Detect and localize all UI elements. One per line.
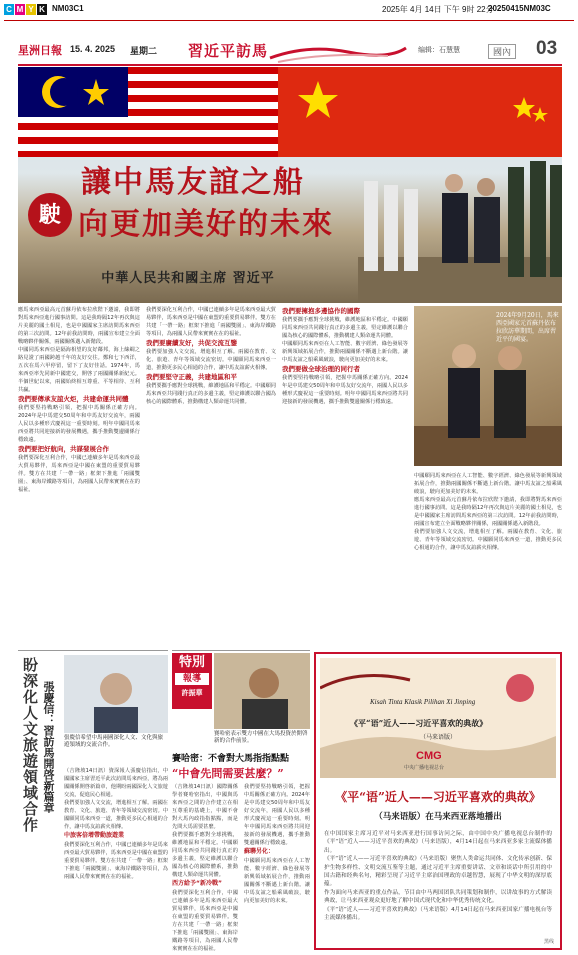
article-subhead: 我們要做全球治理的同行者 (282, 365, 360, 373)
article-paragraph: 我們要堅持戰略引領，把握中馬關係正確方向。2024年是中馬建交50周年和中馬友好交流年，兩國人民以多種形式慶祝這一重要時刻。明年中國同馬來西亞將共同迎接新的發展機遇，攜手推動雙邊關係行穩致遠。 (282, 375, 408, 405)
cmg-source: 黑线 (543, 939, 554, 945)
lead-article (18, 306, 562, 646)
print-info-strip (4, 4, 574, 18)
person-portrait-icon (214, 653, 310, 729)
tag-report: 報導 (175, 673, 209, 685)
special-report-tag (172, 653, 212, 709)
lead-photo (18, 67, 562, 303)
article-paragraph: 中國願同馬來西亞在人工智能、數字經濟、綠色發展等新興領域拓展合作，推動兩國關係不斷邁上新台階。讓中馬友誼之船乘風破浪，駛向更加美好的未來。 (414, 473, 562, 495)
issue-datetime: 2025年 4月 14日 下午 9时 22分 (382, 5, 494, 14)
cmg-paragraph: 在中国国家主席习近平对马来西亚进行国事访问之际，由中国中央广播电视总台制作的《平“语”近人——习近平喜欢的典故》（马来语版），4月14日起在马来西亚多家主流媒体播出。 (324, 831, 552, 854)
file-code: 20250415NM03C (488, 4, 551, 13)
article-paragraph: 我們要攜手應對全球挑戰，維護地區和平穩定。中國願同馬來西亞共同踐行真正的多邊主義，堅定維護以聯合國為核心的國際體系，推動構建人類命運共同體。 (282, 317, 408, 339)
saiham-paragraph: （吉隆坡14日訊）國際關係學者賽哈密指出，中國與馬來西亞之間的合作建立在相互尊重的基礎上，中國不會對大馬內政指指點點，而是先問大馬需要甚麼。 (172, 784, 238, 830)
story-zhang-kicker: 盼深化人文旅遊領域合作 (21, 657, 39, 833)
section-tag: 國內 (488, 44, 516, 59)
saiham-paragraph: 我們要深化互利合作，中國已連續多年是馬來西亞最大貿易夥伴，馬來西亞是中國在東盟的重要貿易夥伴。雙方在共建「一帶一路」框架下推進「兩國雙園」、東海岸鐵路等項目，為兩國人民帶來實實在在的福祉。 (172, 890, 238, 951)
banner-malay-title: Kisah Tinta Klasik Pilihan Xi Jinping (370, 698, 476, 706)
saiham-portrait (214, 653, 310, 729)
page-weekday: 星期二 (130, 47, 158, 57)
page-header (18, 40, 562, 66)
article-paragraph: 中國同馬來西亞是隔海相望的友好鄰邦，海上絲綢之路見證了兩國跨越千年的友好交往。鄭和七下西洋，五次在馬六甲停留，留下了友好佳話。1974年，馬來西亞率先同新中國建交，開啓了兩國關係新紀元。半個世紀以來，兩國始終相互尊重、平等相待、互利共贏。 (18, 347, 140, 393)
article-column-2 (146, 306, 276, 644)
saiham-paragraph: 我們要堅持戰略引領，把握中馬關係正確方向。2024年是中馬建交50周年和中馬友好交流年，兩國人民以多種形式慶祝這一重要時刻。明年中國同馬來西亞將共同迎接新的發展機遇，攜手推動雙邊關係行穩致遠。 (244, 784, 310, 846)
malaysia-flag-icon (18, 67, 288, 157)
saiham-title: 賽哈密：不會對大馬指指點點 (172, 754, 290, 764)
photo-caption: 2024年9月20日，馬來西亞國家元首蘇丹依布拉欣訪華期間，出席習近平的國宴。 (496, 312, 559, 343)
banner-book-sub: （马来语版） (420, 734, 457, 741)
honor-guard-figures (358, 147, 562, 303)
headline-line2 (78, 199, 334, 243)
article-paragraph: 我們要深化互利合作，中國已連續多年是馬來西亞最大貿易夥伴，馬來西亞是中國在東盟的重要貿易夥伴。雙方在共建「一帶一路」框架下推進「兩國雙園」、東海岸鐵路等項目，為兩國人民帶來實實在在的福祉。 (146, 307, 276, 337)
cmyk-m: M (16, 5, 24, 14)
article-subhead: 我們要堅守正義，共建地區和平 (146, 373, 237, 381)
cmg-logo-sub: 中央广播电视总台 (404, 765, 445, 771)
saiham-paragraph: 中國願同馬來西亞在人工智能、數字經濟、綠色發展等新興領域拓展合作，推動兩國關係不斷邁上新台階。讓中馬友誼之船乘風破浪，駛向更加美好的未來。 (244, 858, 310, 904)
zhang-paragraph: （吉隆坡14日訊）資深報人張慶信指出，中國國家主席習近平此次訪問馬來西亞，將為兩國關係開啓新篇章，他期盼兩國深化人文旅遊交流，促進民心相通。 (64, 768, 168, 798)
article-paragraph: 我們要加強人文交流，增進相互了解。兩國在教育、文化、旅遊、青年等領域交流密切。中國願同馬來西亞一道，推動更多民心相通的合作，讓中馬友誼薪火相傳。 (414, 529, 562, 551)
zhang-body (64, 767, 168, 951)
article-subhead: 我們要傳承友誼火炬，共建命運共同體 (18, 395, 129, 403)
article-paragraph: 我們要攜手應對全球挑戰，維護地區和平穩定。中國願同馬來西亞共同踐行真正的多邊主義，堅定維護以聯合國為核心的國際體系，推動構建人類命運共同體。 (146, 383, 276, 405)
cmg-program-box (314, 652, 562, 950)
plate-code: NM03C1 (52, 4, 84, 13)
headline-line2-text: 更加美好的未來 (110, 207, 334, 242)
china-flag-icon (278, 67, 562, 157)
article-byline: 中華人民共和國主席 習近平 (101, 271, 275, 286)
program-banner (320, 658, 556, 778)
saiham-column-2 (244, 783, 310, 951)
person-portrait-icon (64, 655, 168, 733)
page-date: 15. 4. 2025 (70, 44, 116, 54)
article-paragraph: 我們要深化互利合作，中國已連續多年是馬來西亞最大貿易夥伴，馬來西亞是中國在東盟的重要貿易夥伴。雙方在共建「一帶一路」框架下推進「兩國雙園」、東海岸鐵路等項目，為兩國人民帶來實實在在的福祉。 (18, 455, 140, 493)
story-zhang (18, 650, 168, 950)
headline-line2-prefix: 向 (78, 207, 110, 242)
cmyk-y: Y (26, 4, 36, 15)
cmyk-k: K (37, 4, 47, 15)
brush-decoration-icon (268, 42, 408, 64)
cmg-subheadline: （马来语版）在马来西亚落地播出 (374, 812, 502, 822)
article-subhead: 我們要擁抱多邊協作的國際 (282, 307, 360, 315)
saiham-paragraph: 我們要攜手應對全球挑戰，維護地區和平穩定。中國願同馬來西亞共同踐行真正的多邊主義，堅定維護以聯合國為核心的國際體系，推動構建人類命運共同體。 (172, 832, 238, 878)
story-saiham (172, 650, 310, 950)
cmg-paragraph: 《平“语”近人——习近平喜欢的典故》（马来语版）聚焦人类命运共同体、文化传承创新、保护生物多样性、文明交流互鉴等主题，通过习近平主席重要讲话、文章和谈话中所引用的中国古籍和经典名句，精彩呈现了习近平主席治国理政的卓越智慧，展现了中华文明的深厚底蕴。 (324, 856, 552, 888)
zhang-caption: 張慶信希望中馬兩國深化人文、文化與旅遊領域的交流合作。 (64, 735, 164, 748)
article-paragraph: 中國願同馬來西亞在人工智能、數字經濟、綠色發展等新興領域拓展合作，推動兩國關係不斷邁上新台階。讓中馬友誼之船乘風破浪，駛向更加美好的未來。 (282, 341, 408, 363)
saiham-column-1 (172, 783, 238, 951)
headline-line1: 讓中馬友誼之船 (81, 165, 305, 200)
page-number: 03 (536, 38, 558, 59)
headline-drive-badge: 駛 (28, 193, 72, 237)
article-paragraph: 我們要堅持戰略引領，把握中馬關係正確方向。2024年是中馬建交50周年和中馬友好交流年，兩國人民以多種形式慶祝這一重要時刻。明年中國同馬來西亞將共同迎接新的發展機遇，攜手推動雙邊關係行穩致遠。 (18, 405, 140, 443)
state-banquet-photo (414, 306, 562, 466)
article-paragraph: 應馬來西亞最高元首蘇丹依布拉欣陛下邀請，我即將對馬來西亞進行國事訪問。這是我時隔12年再次與這片美麗的國土相見，也是中國國家主席訪問馬來西亞的第三次訪問。12年前我訪問時，兩國宣布建立全面戰略夥伴關係，兩國關係邁入新階段。 (414, 497, 562, 527)
story-zhang-title: 張慶信：習訪馬開啓新篇章 (42, 681, 55, 813)
reporter-name: 許振華 (181, 688, 203, 697)
top-rule (4, 20, 574, 21)
zhang-subhead: 中旅客倍增帶動旅遊業 (64, 832, 125, 839)
cmyk-c: C (4, 4, 14, 15)
article-paragraph: 應馬來西亞最高元首蘇丹依布拉欣陛下邀請，我即將對馬來西亞進行國事訪問。這是我時隔12年再次與這片美麗的國土相見，也是中國國家主席訪問馬來西亞的第三次訪問。12年前我訪問時，兩國宣布建立全面戰略夥伴關係，兩國關係邁入新階段。 (18, 307, 140, 345)
cmyk-marks (4, 4, 48, 15)
zhang-paragraph: 我們要加強人文交流，增進相互了解。兩國在教育、文化、旅遊、青年等領域交流密切。中國願同馬來西亞一道，推動更多民心相通的合作，讓中馬友誼薪火相傳。 (64, 800, 168, 830)
cmg-headline: 《平“语”近人——习近平喜欢的典故》 (335, 790, 541, 804)
article-column-1 (18, 306, 140, 644)
tag-special: 特別 (178, 655, 205, 670)
section-title: 習近平訪馬 (188, 42, 269, 60)
banner-book-title: 《平“语”近人——习近平喜欢的典故》 (350, 718, 488, 728)
zhang-paragraph: 我們要深化互利合作，中國已連續多年是馬來西亞最大貿易夥伴，馬來西亞是中國在東盟的重要貿易夥伴。雙方在共建「一帶一路」框架下推進「兩國雙園」、東海岸鐵路等項目，為兩國人民帶來實實在在的福祉。 (64, 842, 168, 880)
article-column-3 (282, 306, 408, 644)
saiham-subhead: 西方給予“新冷戰” (172, 880, 222, 887)
newspaper-logo: 星洲日報 (18, 44, 62, 57)
article-subhead: 我們要賡續友好，共促交流互鑒 (146, 339, 237, 347)
saiham-subtitle: “中會先問需要甚麼？” (172, 767, 284, 780)
article-paragraph: 我們要加強人文交流，增進相互了解。兩國在教育、文化、旅遊、青年等領域交流密切。中國願同馬來西亞一道，推動更多民心相通的合作，讓中馬友誼薪火相傳。 (146, 349, 276, 371)
article-column-4 (414, 472, 562, 644)
cmg-paragraph: 作为面向马来西亚的重点作品，节目由中马两国团队共同策划和制作，以讲故事的方式解读典故，让马来西亚观众更好地了解中国式现代化和中华优秀传统文化。 (324, 889, 552, 905)
cmg-body (324, 830, 552, 942)
cmg-paragraph: 《平“语”近人——习近平喜欢的典故》（马来语版）4月14日起在马来西亚国家广播电视台等主流媒体播出。 (324, 906, 552, 922)
saiham-subhead: 蘇聯另化： (244, 848, 275, 855)
article-subhead: 我們要把好航向，共謀發展合作 (18, 445, 109, 453)
zhang-portrait (64, 655, 168, 733)
editor-credit: 编辑：石慧慧 (418, 46, 460, 54)
cmg-logo: CMG (416, 750, 442, 762)
saiham-caption: 賽哈密表示雙方中國在大馬投資於開啓新的合作前景。 (214, 731, 308, 744)
